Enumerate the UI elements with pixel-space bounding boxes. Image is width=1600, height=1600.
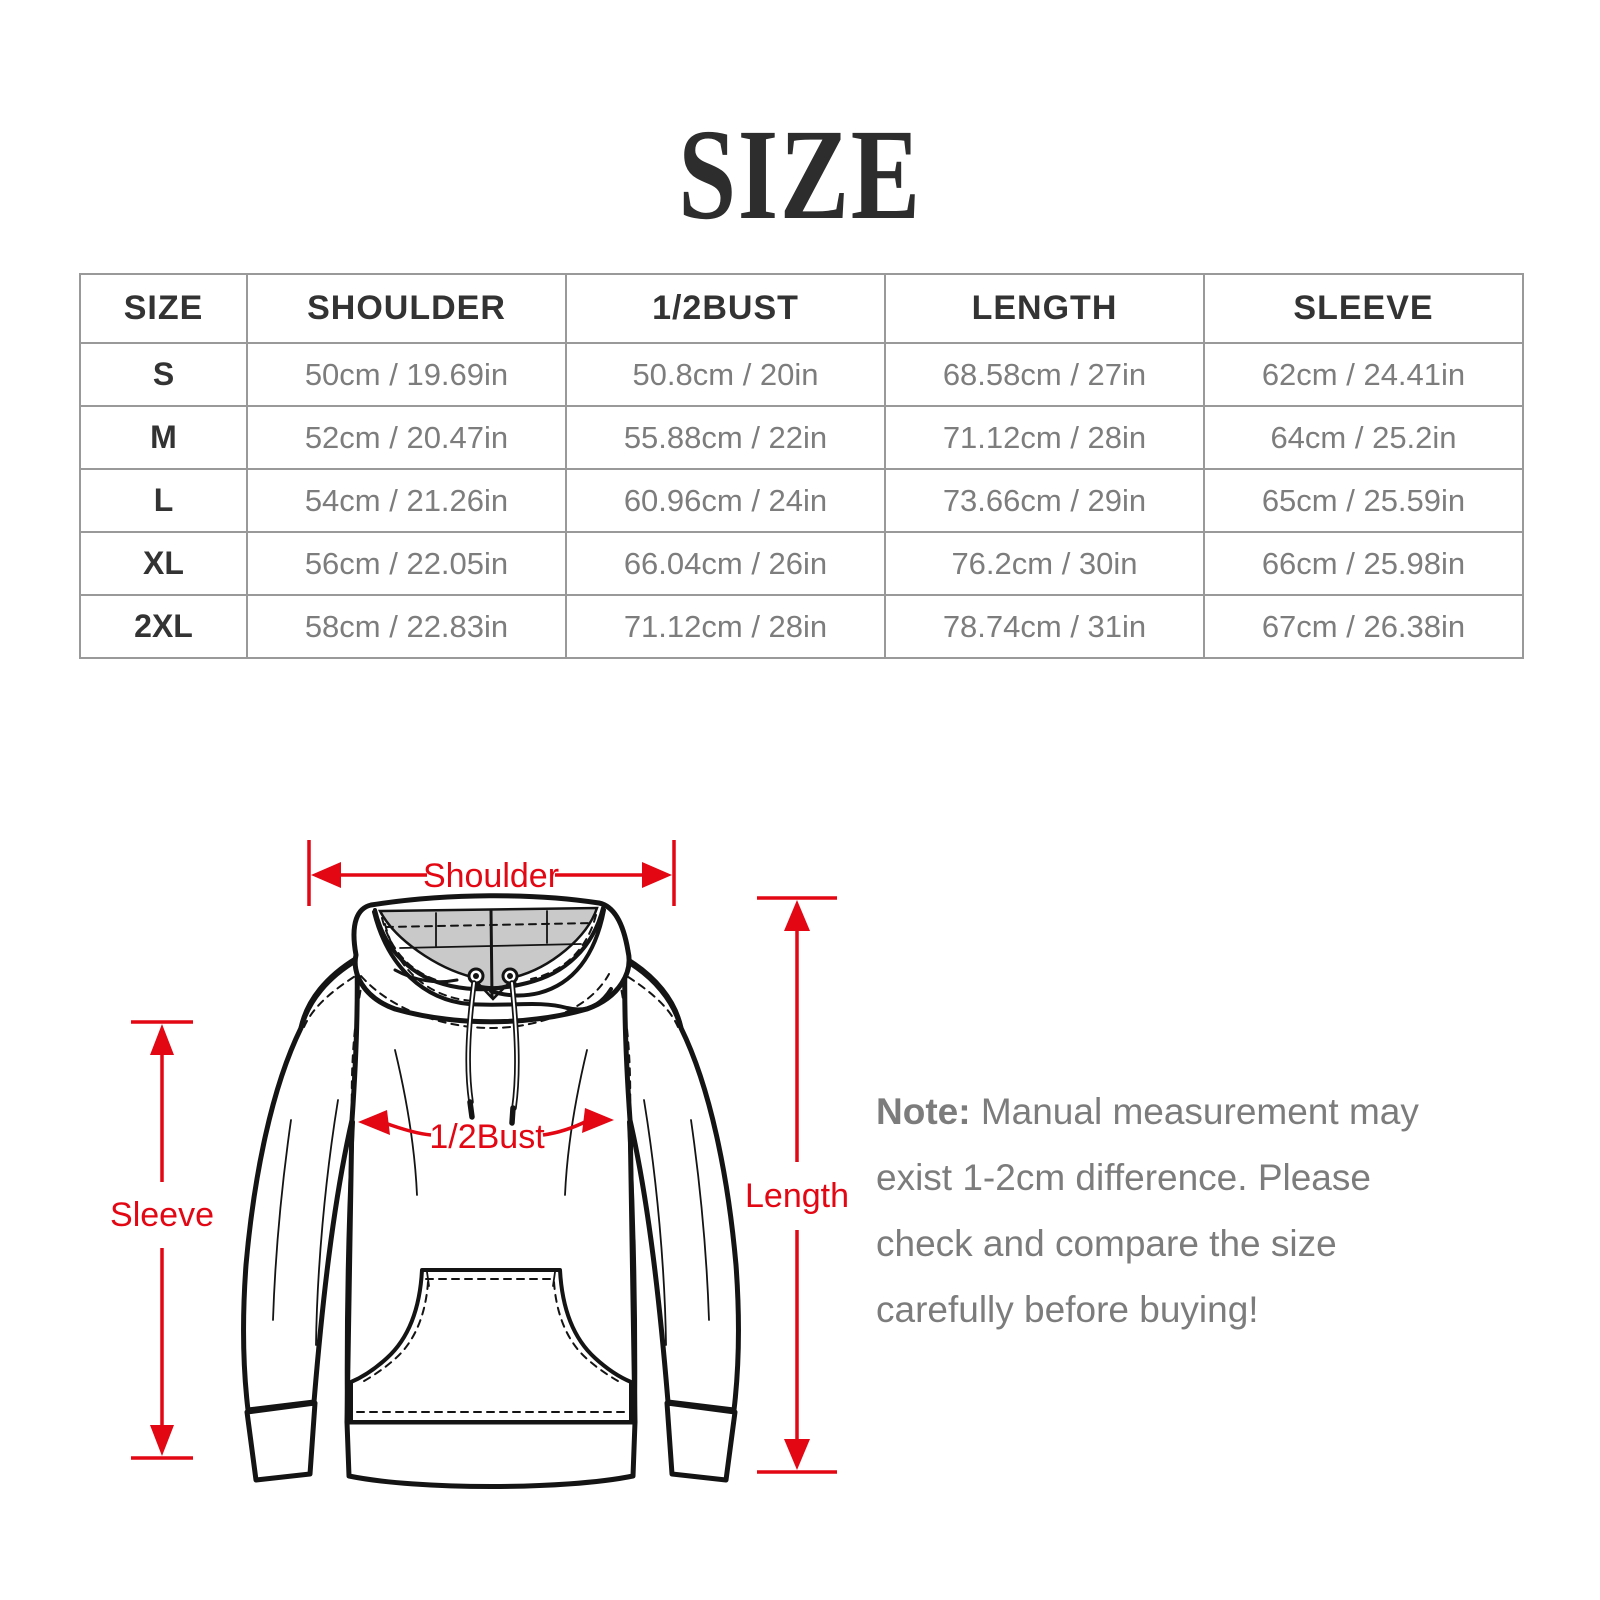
table-row	[80, 595, 1523, 658]
sleeve-arrow-label: Sleeve	[110, 1196, 214, 1234]
hoodie-left-sleeve	[244, 960, 358, 1410]
table-row	[80, 406, 1523, 469]
sleeve-arrow	[110, 1022, 214, 1458]
size-table	[79, 273, 1524, 659]
hoodie-measurement-diagram	[95, 800, 855, 1500]
cell-shoulder: 54cm / 21.26in	[247, 469, 566, 532]
hoodie-illustration	[244, 896, 739, 1487]
cell-shoulder: 58cm / 22.83in	[247, 595, 566, 658]
cell-size: L	[80, 469, 247, 532]
half-bust-arrow-label: 1/2Bust	[429, 1118, 545, 1156]
length-arrow	[745, 898, 849, 1472]
cell-length: 71.12cm / 28in	[885, 406, 1204, 469]
cell-length: 68.58cm / 27in	[885, 343, 1204, 406]
cell-shoulder: 56cm / 22.05in	[247, 532, 566, 595]
cell-size: 2XL	[80, 595, 247, 658]
length-arrow-label: Length	[745, 1177, 849, 1215]
left-cuff	[247, 1403, 315, 1480]
column-header-halfbust: 1/2BUST	[566, 274, 885, 343]
note-label: Note:	[876, 1091, 971, 1132]
cell-halfbust: 66.04cm / 26in	[566, 532, 885, 595]
page-title: SIZE	[678, 103, 922, 247]
cell-length: 78.74cm / 31in	[885, 595, 1204, 658]
cell-sleeve: 65cm / 25.59in	[1204, 469, 1523, 532]
hem-band	[347, 1422, 635, 1487]
cell-halfbust: 71.12cm / 28in	[566, 595, 885, 658]
shoulder-arrow-label: Shoulder	[422, 857, 560, 895]
cell-sleeve: 64cm / 25.2in	[1204, 406, 1523, 469]
size-table-header-row	[80, 274, 1523, 343]
column-header-shoulder: SHOULDER	[247, 274, 566, 343]
column-header-sleeve: SLEEVE	[1204, 274, 1523, 343]
table-row	[80, 343, 1523, 406]
cell-shoulder: 50cm / 19.69in	[247, 343, 566, 406]
cell-size: M	[80, 406, 247, 469]
cell-sleeve: 62cm / 24.41in	[1204, 343, 1523, 406]
cell-size: S	[80, 343, 247, 406]
cell-halfbust: 60.96cm / 24in	[566, 469, 885, 532]
column-header-length: LENGTH	[885, 274, 1204, 343]
measurement-note	[876, 1079, 1466, 1343]
cell-sleeve: 67cm / 26.38in	[1204, 595, 1523, 658]
cell-halfbust: 55.88cm / 22in	[566, 406, 885, 469]
right-cuff	[667, 1403, 735, 1480]
table-row	[80, 532, 1523, 595]
cell-halfbust: 50.8cm / 20in	[566, 343, 885, 406]
cell-sleeve: 66cm / 25.98in	[1204, 532, 1523, 595]
cell-length: 76.2cm / 30in	[885, 532, 1204, 595]
cell-size: XL	[80, 532, 247, 595]
hoodie-right-sleeve	[625, 960, 739, 1410]
column-header-size: SIZE	[80, 274, 247, 343]
note-text: Manual measurement may exist 1-2cm difference. Please check and compare the size carefully before buying!	[876, 1091, 1419, 1330]
table-row	[80, 469, 1523, 532]
cell-length: 73.66cm / 29in	[885, 469, 1204, 532]
cell-shoulder: 52cm / 20.47in	[247, 406, 566, 469]
